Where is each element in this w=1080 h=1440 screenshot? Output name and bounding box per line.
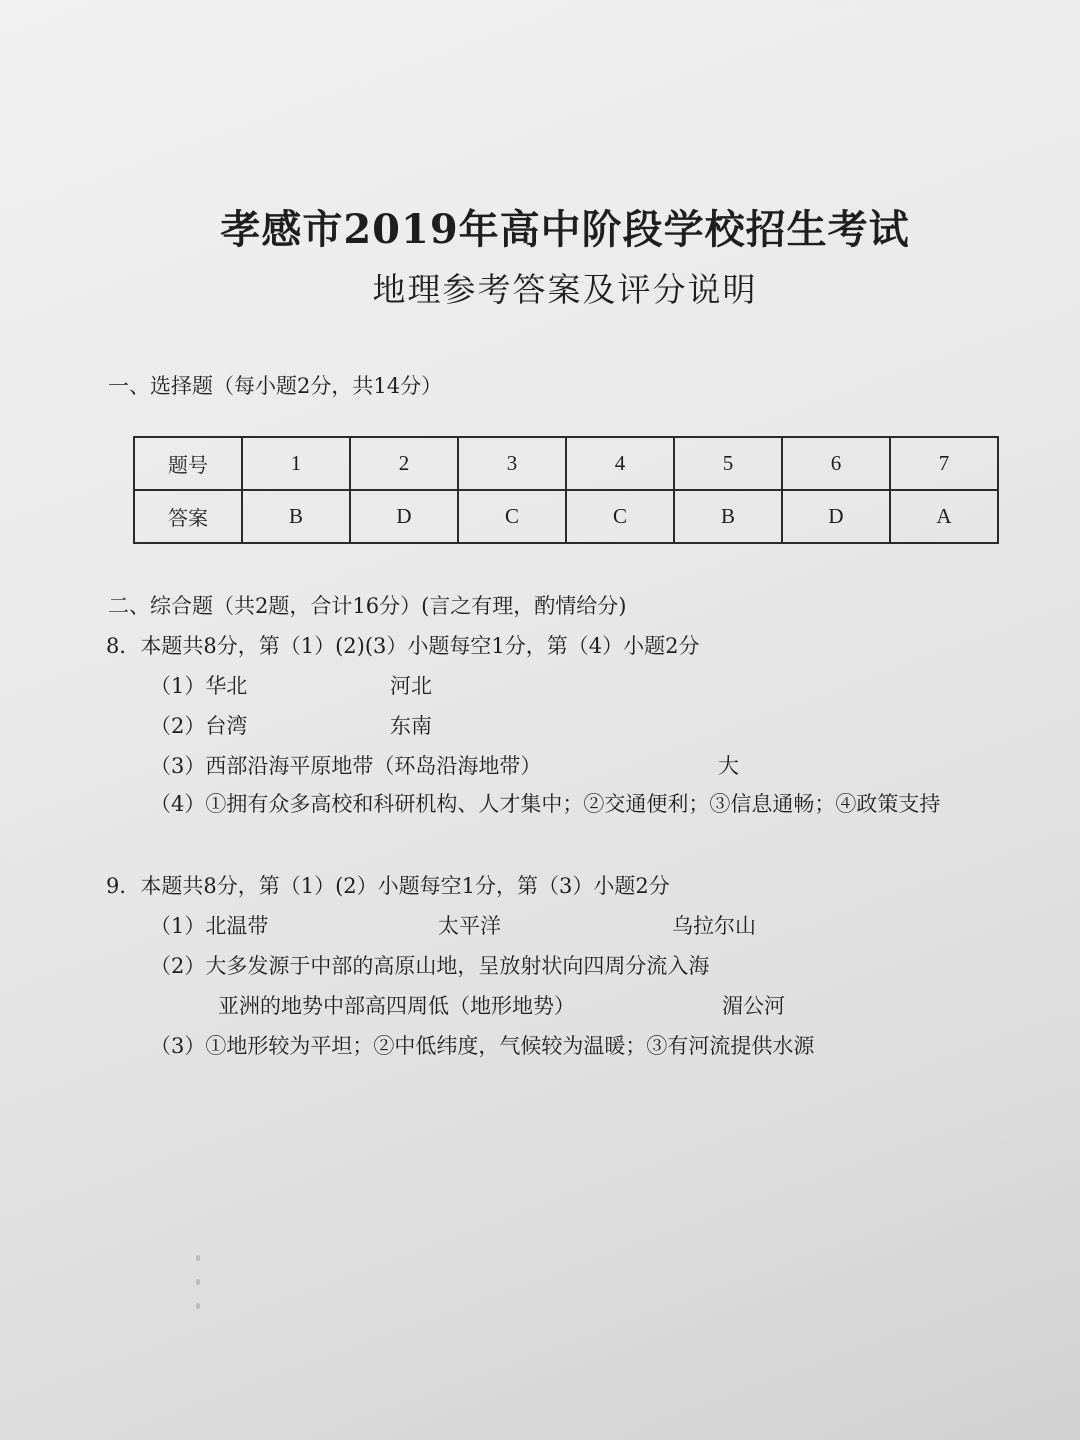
section1-heading: 一、选择题（每小题2分，共14分） — [108, 374, 443, 398]
answer-cell: B — [242, 490, 350, 543]
answer-row — [134, 490, 998, 543]
q9-answer-2-line2: 亚洲的地势中部高四周低（地形地势） — [218, 994, 575, 1018]
row-label-answer: 答案 — [134, 490, 242, 543]
q8-answer-1-label: （1）华北 — [150, 674, 248, 698]
section2-heading: 二、综合题（共2题，合计16分）(言之有理，酌情给分) — [108, 594, 627, 618]
q8-answer-4: （4）①拥有众多高校和科研机构、人才集中；②交通便利；③信息通畅；④政策支持 — [150, 792, 941, 816]
q9-answer-1-b: 太平洋 — [438, 914, 501, 938]
answer-cell: D — [782, 490, 890, 543]
question-number-cell: 3 — [458, 437, 566, 490]
question-number-cell: 6 — [782, 437, 890, 490]
binding-marks — [196, 1255, 202, 1335]
question-number-cell: 4 — [566, 437, 674, 490]
question-number-row — [134, 437, 998, 490]
q8-intro: 8．本题共8分，第（1）(2)(3）小题每空1分，第（4）小题2分 — [106, 634, 700, 658]
q9-answer-2-line1: （2）大多发源于中部的高原山地，呈放射状向四周分流入海 — [150, 954, 710, 978]
document-title: 孝感市2019年高中阶段学校招生考试 — [220, 206, 910, 253]
q8-answer-2-b: 东南 — [390, 714, 432, 738]
row-label-number: 题号 — [134, 437, 242, 490]
answer-cell: C — [458, 490, 566, 543]
document-subtitle: 地理参考答案及评分说明 — [372, 270, 758, 309]
q9-answer-1-label: （1）北温带 — [150, 914, 269, 938]
q9-intro: 9．本题共8分，第（1）(2）小题每空1分，第（3）小题2分 — [106, 874, 670, 898]
answer-cell: B — [674, 490, 782, 543]
q8-answer-2-label: （2）台湾 — [150, 714, 248, 738]
answer-table — [133, 436, 999, 544]
q8-answer-3-label: （3）西部沿海平原地带（环岛沿海地带） — [150, 754, 542, 778]
q9-answer-2-b: 湄公河 — [722, 994, 785, 1018]
q9-answer-3: （3）①地形较为平坦；②中低纬度，气候较为温暖；③有河流提供水源 — [150, 1034, 815, 1058]
question-number-cell: 2 — [350, 437, 458, 490]
q8-answer-1-b: 河北 — [390, 674, 432, 698]
answer-cell: C — [566, 490, 674, 543]
question-number-cell: 5 — [674, 437, 782, 490]
q8-answer-3-b: 大 — [718, 754, 739, 778]
question-number-cell: 1 — [242, 437, 350, 490]
question-number-cell: 7 — [890, 437, 998, 490]
q9-answer-1-c: 乌拉尔山 — [672, 914, 756, 938]
answer-cell: A — [890, 490, 998, 543]
answer-cell: D — [350, 490, 458, 543]
